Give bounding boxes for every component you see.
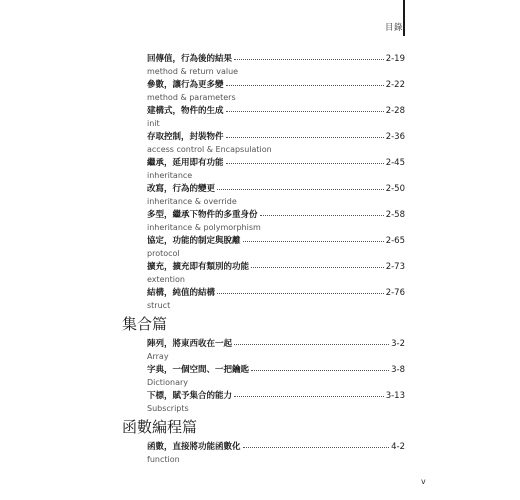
leader-dots [251,363,389,371]
toc-entry[interactable] [147,104,405,130]
entry-subtitle: inheritance & override [147,197,237,206]
entry-page: 2-45 [385,158,405,168]
toc-entry[interactable] [147,156,405,182]
entry-subtitle: inheritance & polymorphism [147,223,261,232]
leader-dots [226,104,384,112]
entry-title: 字典，一個空間、一把鑰匙 [147,365,250,375]
section-heading: 函數編程篇 [122,418,198,436]
leader-dots [226,78,384,86]
entry-subtitle: function [147,455,180,464]
leader-dots [234,337,389,345]
leader-dots [251,260,384,268]
entry-title: 陣列，將東西收在一起 [147,339,233,349]
toc-entry[interactable] [147,130,405,156]
toc-entry[interactable] [147,363,405,389]
toc-entry[interactable] [147,337,405,363]
entry-title: 多型，繼承下物件的多重身份 [147,210,258,220]
entry-subtitle: method & return value [147,67,239,76]
entry-page: 2-36 [385,132,405,142]
entry-title: 函數，直接將功能函數化 [147,442,241,452]
entry-page: 2-50 [385,184,405,194]
entry-title: 建構式，物件的生成 [147,106,224,116]
leader-dots [243,440,390,448]
toc-entry[interactable] [147,286,405,312]
entry-title: 存取控制，封裝物件 [147,132,224,142]
leader-dots [226,156,384,164]
entry-subtitle: method & parameters [147,93,236,102]
leader-dots [234,389,384,397]
toc-entry[interactable] [147,260,405,286]
entry-title: 參數，讓行為更多變 [147,80,224,90]
entry-page: 2-19 [385,54,405,64]
leader-dots [234,52,384,60]
leader-dots [260,208,384,216]
entry-title: 下標，賦予集合的能力 [147,391,233,401]
entry-subtitle: extention [147,275,185,284]
entry-subtitle: struct [147,301,171,310]
entry-subtitle: Array [147,352,169,361]
toc-entry[interactable] [147,208,405,234]
entry-page: 2-28 [385,106,405,116]
entry-page: 3-8 [391,365,405,375]
entry-subtitle: inheritance [147,171,193,180]
entry-subtitle: protocol [147,249,180,258]
toc-entry[interactable] [147,234,405,260]
leader-dots [217,182,384,190]
footer-page-number: v [421,477,426,486]
toc-entry[interactable] [147,78,405,104]
toc-entry[interactable] [147,182,405,208]
entry-page: 2-58 [385,210,405,220]
entry-page: 4-2 [391,442,405,452]
entry-page: 2-76 [385,288,405,298]
entry-title: 擴充，擴充即有類別的功能 [147,262,250,272]
entry-title: 結構，純值的結構 [147,288,216,298]
entry-subtitle: Subscripts [147,404,189,413]
toc-entry[interactable] [147,52,405,78]
entry-title: 協定，功能的制定與脫離 [147,236,241,246]
leader-dots [217,286,384,294]
entry-title: 回傳值，行為後的結果 [147,54,233,64]
header-label: 目錄 [385,23,404,33]
entry-subtitle: Dictionary [147,378,189,387]
entry-page: 2-73 [385,262,405,272]
entry-page: 3-13 [385,391,405,401]
leader-dots [226,130,384,138]
toc-entry[interactable] [147,440,405,466]
entry-page: 2-65 [385,236,405,246]
entry-title: 繼承，延用即有功能 [147,158,224,168]
entry-subtitle: init [147,119,160,128]
entry-page: 3-2 [391,339,405,349]
header-rule [403,0,405,36]
leader-dots [243,234,384,242]
toc-entry[interactable] [147,389,405,415]
entry-page: 2-22 [385,80,405,90]
entry-subtitle: access control & Encapsulation [147,145,272,154]
section-heading: 集合篇 [122,315,168,333]
entry-title: 改寫，行為的變更 [147,184,216,194]
